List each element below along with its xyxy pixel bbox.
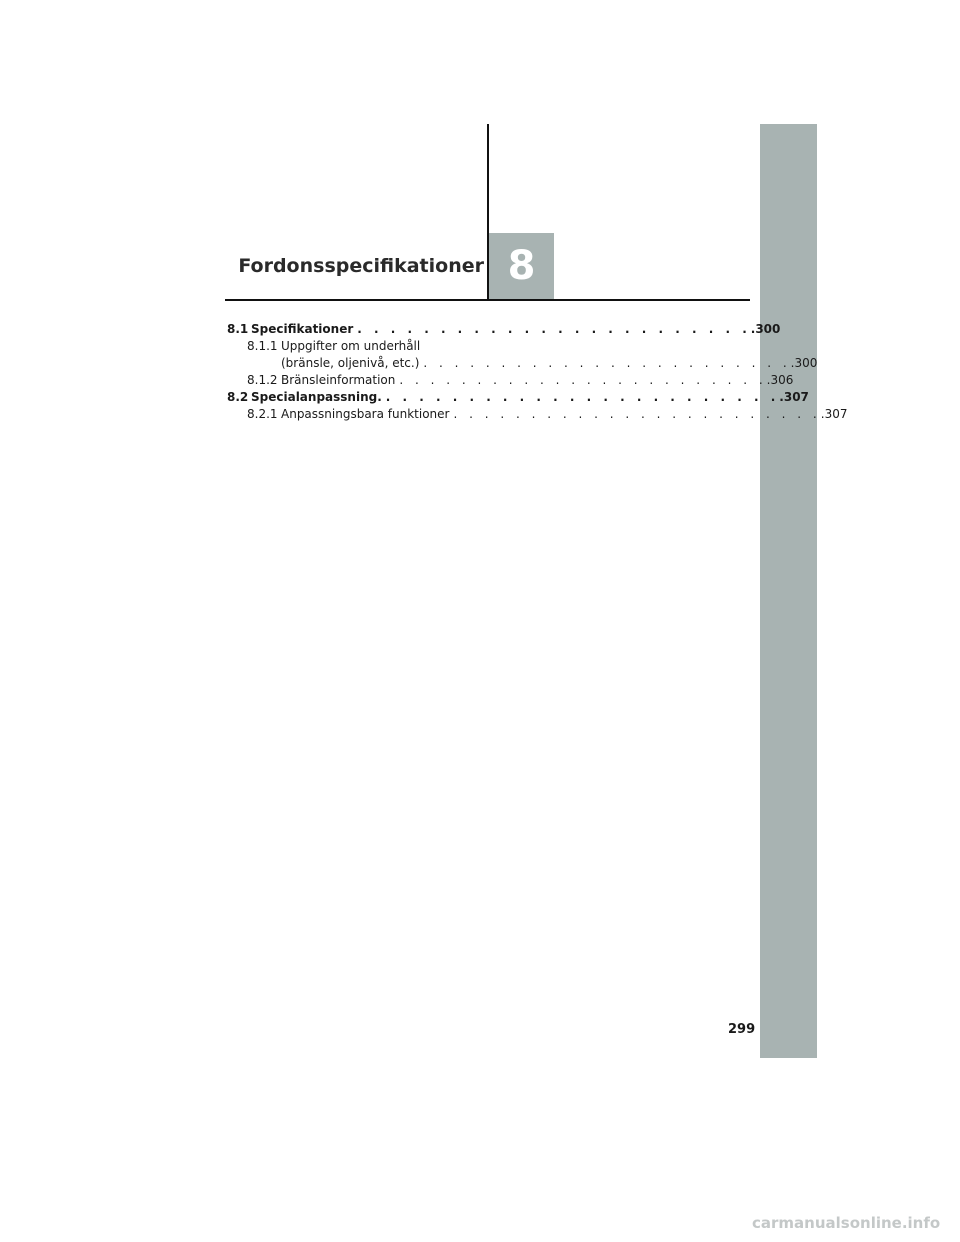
page-number: 299: [728, 1022, 756, 1037]
toc-entry-label: Specialanpassning.: [251, 390, 382, 404]
chapter-number-box: [489, 233, 554, 299]
table-of-contents: [227, 321, 848, 423]
toc-leader-dots: . . . . . . . . . . . . . . . . . . . . . . . .: [399, 373, 767, 387]
toc-entry-page: .300: [750, 322, 781, 336]
toc-entry-8-1-1-continued[interactable]: [227, 355, 818, 372]
toc-entry-number: 8.1.2: [247, 373, 278, 387]
toc-entry-number: 8.1.1: [247, 339, 278, 353]
toc-entry-8-2[interactable]: [227, 389, 809, 406]
toc-entry-page: .307: [779, 390, 809, 404]
chapter-title: Fordonsspecifikationer: [238, 255, 484, 277]
toc-entry-page: .306: [766, 373, 794, 387]
toc-entry-8-1-1[interactable]: [227, 338, 467, 355]
toc-leader-dots: . . . . . . . . . . . . . . . . . . . . . . . .: [423, 356, 791, 370]
toc-leader-dots: . . . . . . . . . . . . . . . . . . . . . . . .: [357, 322, 751, 336]
toc-entry-label: (bränsle, oljenivå, etc.): [281, 356, 420, 370]
toc-entry-label: Specifikationer: [251, 322, 354, 336]
toc-entry-8-1-2[interactable]: [227, 372, 794, 389]
watermark: carmanualsonline.info: [752, 1214, 941, 1232]
toc-entry-number: 8.2.1: [247, 407, 278, 421]
side-tab: [760, 124, 817, 1058]
toc-entry-label: Uppgifter om underhåll: [281, 339, 421, 353]
toc-entry-number: 8.2: [227, 390, 249, 404]
toc-entry-8-1[interactable]: [227, 321, 781, 338]
toc-entry-page: .307: [820, 407, 848, 421]
toc-leader-dots: . . . . . . . . . . . . . . . . . . . . . . . .: [385, 390, 780, 404]
toc-entry-number: 8.1: [227, 322, 249, 336]
toc-entry-8-2-1[interactable]: [227, 406, 848, 423]
toc-leader-dots: . . . . . . . . . . . . . . . . . . . . . . . .: [453, 407, 821, 421]
chapter-number: 8: [507, 243, 536, 289]
toc-entry-label: Bränsleinformation: [281, 373, 396, 387]
header-rule: [225, 299, 750, 301]
toc-entry-label: Anpassningsbara funktioner: [281, 407, 450, 421]
toc-entry-page: .300: [790, 356, 818, 370]
